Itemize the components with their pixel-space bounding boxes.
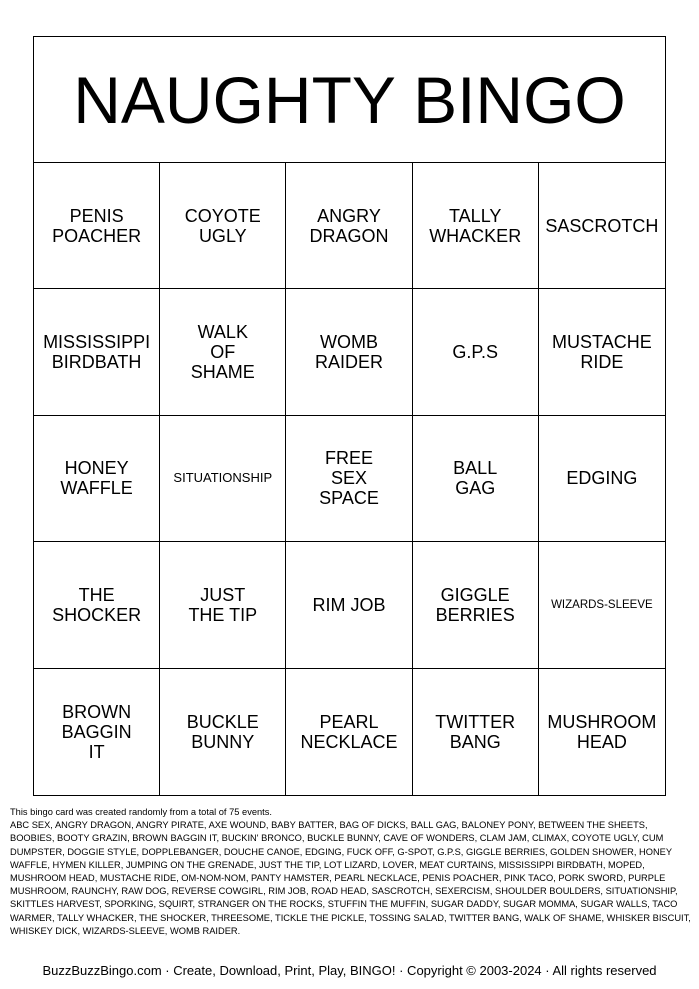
bingo-cell: HONEY WAFFLE <box>34 416 160 542</box>
bingo-cell: ANGRY DRAGON <box>286 163 412 289</box>
card-note <box>10 806 694 938</box>
bingo-cell: WIZARDS-SLEEVE <box>539 542 665 668</box>
bingo-cell: SASCROTCH <box>539 163 665 289</box>
bingo-cell: EDGING <box>539 416 665 542</box>
bingo-cell: COYOTE UGLY <box>160 163 286 289</box>
bingo-cell: PENIS POACHER <box>34 163 160 289</box>
bingo-cell: SITUATIONSHIP <box>160 416 286 542</box>
footer: BuzzBuzzBingo.com · Create, Download, Print, Play, BINGO! · Copyright © 2003-2024 · All rights reserved <box>42 963 657 978</box>
bingo-cell: BROWN BAGGIN IT <box>34 669 160 795</box>
event-list: ABC SEX, ANGRY DRAGON, ANGRY PIRATE, AXE WOUND, BABY BATTER, BAG OF DICKS, BALL GAG, BALONEY PONY, BETWEEN THE SHEETS, BOOBIES, BOOTY GRAZIN, BROWN BAGGIN IT, BUCKIN' BRONCO, BUCKLE BUNNY, CAVE OF WONDERS, CLAM JAM, CLIMAX, COYOTE UGLY, CUM DUMPSTER, DOGGIE STYLE, DOPPLEBANGER, DOUCHE CANOE, EDGING, FUCK OFF, G-SPOT, G.P.S, GIGGLE BERRIES, GOLDEN SHOWER, HONEY WAFFLE, HYMEN KILLER, JUMPING ON THE GRENADE, JUST THE TIP, LOT LIZARD, LOVER, MEAT CURTAINS, MISSISSIPPI BIRDBATH, MOPED, MUSHROOM HEAD, MUSTACHE RIDE, OM-NOM-NOM, PANTY HAMSTER, PEARL NECKLACE, PENIS POACHER, PINK TACO, PORK SWORD, PURPLE MUSHROOM, RAUNCHY, RAW DOG, REVERSE COWGIRL, RIM JOB, ROAD HEAD, SASCROTCH, SEXERCISM, SHOULDER BOULDERS, SITUATIONSHIP, SKITTLES HARVEST, SPORKING, SQUIRT, STRANGER ON THE ROCKS, STUFFIN THE MUFFIN, SUGAR DADDY, SUGAR MOMMA, SUGAR WALLS, TACO WARMER, TALLY WHACKER, THE SHOCKER, THREESOME, TICKLE THE PICKLE, TOSSING SALAD, TWITTER BANG, WALK OF SHAME, WHISKER BISCUIT, WHISKEY DICK, WIZARDS-SLEEVE, WOMB RAIDER. <box>10 820 691 936</box>
bingo-cell: BALL GAG <box>413 416 539 542</box>
bingo-cell: WOMB RAIDER <box>286 289 412 415</box>
bingo-cell: MUSHROOM HEAD <box>547 711 657 752</box>
bingo-cell: WALK OF SHAME <box>160 289 286 415</box>
bingo-card <box>33 36 666 796</box>
bingo-cell: THE SHOCKER <box>34 542 160 668</box>
bingo-cell: MUSTACHE RIDE <box>539 289 665 415</box>
bingo-cell: PEARL NECKLACE <box>286 669 412 795</box>
note-intro: This bingo card was created randomly from a total of 75 events. <box>10 807 272 817</box>
bingo-cell: JUST THE TIP <box>160 542 286 668</box>
free-space-cell: FREE SEX SPACE <box>286 416 412 542</box>
bingo-cell: GIGGLE BERRIES <box>413 542 539 668</box>
bingo-cell: G.P.S <box>413 289 539 415</box>
bingo-cell: RIM JOB <box>286 542 412 668</box>
bingo-cell: TALLY WHACKER <box>413 163 539 289</box>
bingo-cell: BUCKLE BUNNY <box>160 669 286 795</box>
bingo-cell: TWITTER BANG <box>413 669 539 795</box>
bingo-cell: MISSISSIPPI BIRDBATH <box>34 289 160 415</box>
card-title: NAUGHTY BINGO <box>34 37 665 163</box>
bingo-grid <box>34 163 665 795</box>
